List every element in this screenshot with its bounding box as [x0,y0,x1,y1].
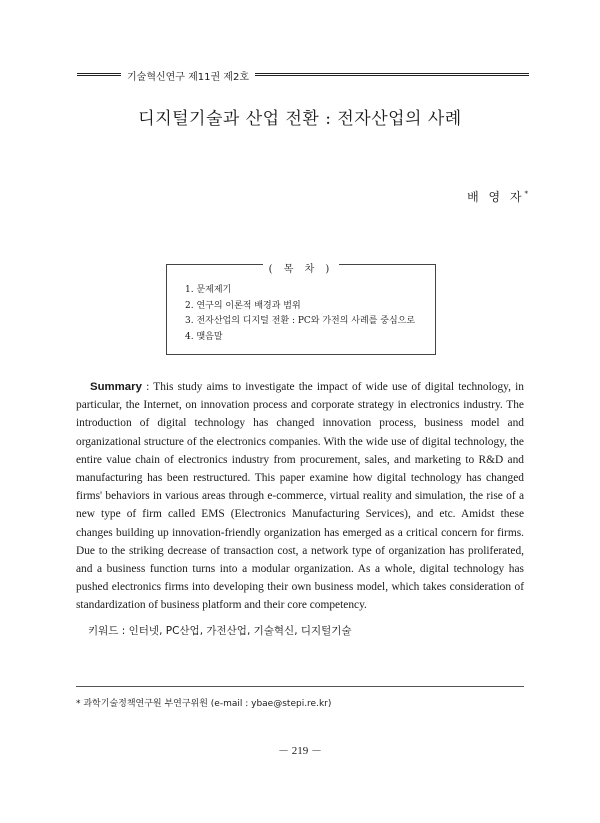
toc-item: 1. 문제제기 [185,285,232,295]
table-of-contents [166,264,436,355]
page-number: － 219 － [278,745,322,757]
summary-label: Summary [90,381,142,393]
toc-title: ( 목 차 ) [263,264,340,275]
keywords: 키워드 : 인터넷, PC산업, 가전산업, 기술혁신, 디지털기술 [88,625,352,637]
toc-list [185,283,415,345]
author-footnote: * 과학기술정책연구원 부연구위원 (e-mail : ybae@stepi.re.kr) [76,699,332,709]
toc-title-wrap [167,257,435,276]
toc-item: 2. 연구의 이론적 배경과 범위 [185,300,301,311]
author-footnote-marker: * [524,190,528,198]
author [467,188,528,205]
toc-item: 4. 맺음말 [185,331,223,342]
journal-header [77,68,529,83]
summary-separator: : [141,381,154,393]
header-rule-left [77,73,121,79]
toc-item: 3. 전자산업의 디지털 전환 : PC와 가전의 사례를 중심으로 [185,316,416,326]
paper-title: 디지털기술과 산업 전환 : 전자산업의 사례 [138,109,462,129]
summary-text: This study aims to investigate the impact of wide use of digital technology, in particular, the Internet, on innovation process and corporate strategy in electronics industry. The introduction of digital technology has changed innovation process, business model and organizational structure of the electronics companies. With the wide use of digital technology, the entire value chain of electronics industry from procurement, sales, and marketing to R&D and manufacturing has been restructured. This paper examine how digital technology has changed firms' behaviors in various areas through e-commerce, virtual reality and simulation, the rise of a new type of firm called EMS (Electronics Manufacturing Services), and etc. Amidst these changes building up innovation-friendly organization has emerged as a critical concern for firms. Due to the striking decrease of transaction cost, a network type of organization has proliferated, and a business function turns into a modular organization. As a whole, digital technology has pushed electronics firms into developing their own business model, which takes consideration of standardization of business platform and their core competency. [76,381,525,612]
header-rule-right [255,73,529,79]
journal-name: 기술혁신연구 제11권 제2호 [127,72,250,83]
footnote-divider [76,686,524,687]
author-name: 배 영 자 [467,190,525,204]
abstract [76,378,524,615]
